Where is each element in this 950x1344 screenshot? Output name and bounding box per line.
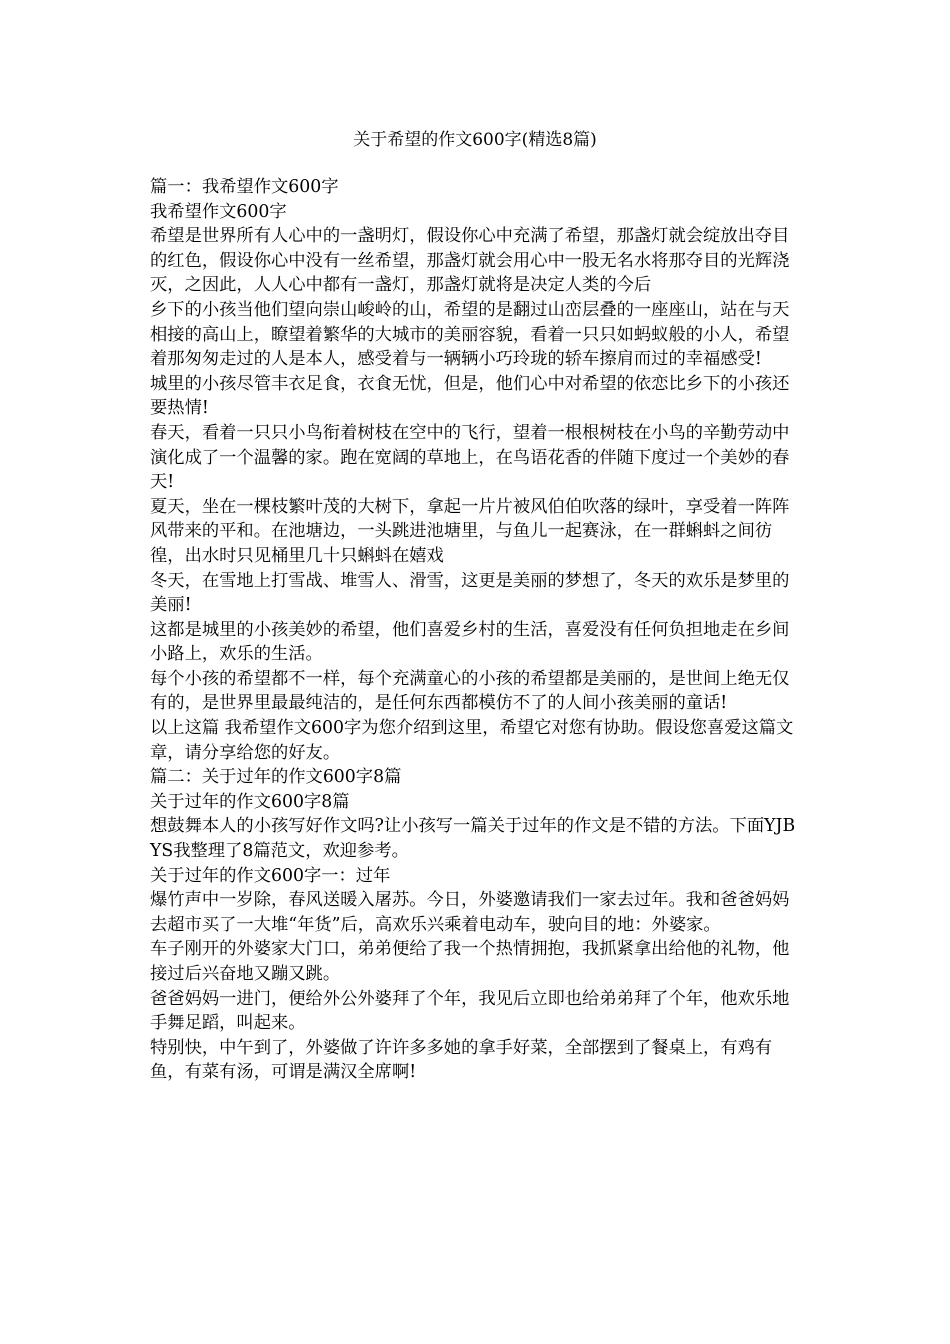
paragraph: 每个小孩的希望都不一样，每个充满童心的小孩的希望都是美丽的，是世间上绝无仅有的，是世界里最最纯洁的，是任何东西都模仿不了的人间小孩美丽的童话! <box>150 668 790 714</box>
document-body <box>150 175 802 1085</box>
subheading-part-one: 我希望作文600字 <box>150 201 287 222</box>
paragraph: 想鼓舞本人的小孩写好作文吗?让小孩写一篇关于过年的作文是不错的方法。下面YJBYS我整理了8篇范文，欢迎参考。 <box>150 816 796 862</box>
subheading-part-two: 关于过年的作文600字8篇 <box>150 791 350 812</box>
document-title: 关于希望的作文600字(精选8篇) <box>353 130 597 150</box>
heading-part-one: 篇一：我希望作文600字 <box>150 177 339 197</box>
heading-part-two: 篇二：关于过年的作文600字8篇 <box>150 767 402 788</box>
paragraph: 冬天，在雪地上打雪战、堆雪人、滑雪，这更是美丽的梦想了，冬天的欢乐是梦里的美丽! <box>150 570 790 616</box>
paragraph: 希望是世界所有人心中的一盏明灯，假设你心中充满了希望，那盏灯就会绽放出夺目的红色，假设你心中没有一丝希望，那盏灯就会用心中一股无名水将那夺目的光辉浇灭，之因此，人人心中都有一盏灯，那盏灯就将是决定人类的今后 <box>150 226 790 296</box>
paragraph: 爆竹声中一岁除，春风送暖入屠苏。今日，外婆邀请我们一家去过年。我和爸爸妈妈去超市买了一大堆“年货”后，高欢乐兴乘着电动车，驶向目的地：外婆家。 <box>150 890 790 935</box>
paragraph: 城里的小孩尽管丰衣足食，衣食无忧，但是，他们心中对希望的依恋比乡下的小孩还要热情! <box>150 373 790 419</box>
paragraph: 以上这篇 我希望作文600字为您介绍到这里，希望它对您有协助。假设您喜爱这篇文章，请分享给您的好友。 <box>150 718 794 763</box>
paragraph: 这都是城里的小孩美妙的希望，他们喜爱乡村的生活，喜爱没有任何负担地走在乡间小路上，欢乐的生活。 <box>150 619 790 665</box>
paragraph: 夏天，坐在一棵枝繁叶茂的大树下，拿起一片片被风伯伯吹落的绿叶，享受着一阵阵风带来的平和。在池塘边，一头跳进池塘里，与鱼儿一起赛泳，在一群蝌蚪之间彷徨，出水时只见桶里几十只蝌蚪在嬉戏 <box>150 496 790 566</box>
paragraph: 春天，看着一只只小鸟衔着树枝在空中的飞行，望着一根根树枝在小鸟的辛勤劳动中演化成了一个温馨的家。跑在宽阔的草地上，在鸟语花香的伴随下度过一个美妙的春天! <box>150 422 790 493</box>
essay-title: 关于过年的作文600字一：过年 <box>150 865 391 886</box>
paragraph: 爸爸妈妈一进门，便给外公外婆拜了个年，我见后立即也给弟弟拜了个年，他欢乐地手舞足蹈，叫起来。 <box>150 988 790 1034</box>
paragraph: 车子刚开的外婆家大门口，弟弟便给了我一个热情拥抱，我抓紧拿出给他的礼物，他接过后兴奋地又蹦又跳。 <box>150 939 790 984</box>
paragraph: 乡下的小孩当他们望向崇山峻岭的山，希望的是翻过山峦层叠的一座座山，站在与天相接的高山上，瞭望着繁华的大城市的美丽容貌，看着一只只如蚂蚁般的小人，希望着那匆匆走过的人是本人，感受着与一辆辆小巧玲珑的轿车擦肩而过的幸福感受! <box>150 299 790 370</box>
paragraph: 特别快，中午到了，外婆做了许许多多她的拿手好菜，全部摆到了餐桌上，有鸡有鱼，有菜有汤，可谓是满汉全席啊! <box>150 1037 773 1083</box>
